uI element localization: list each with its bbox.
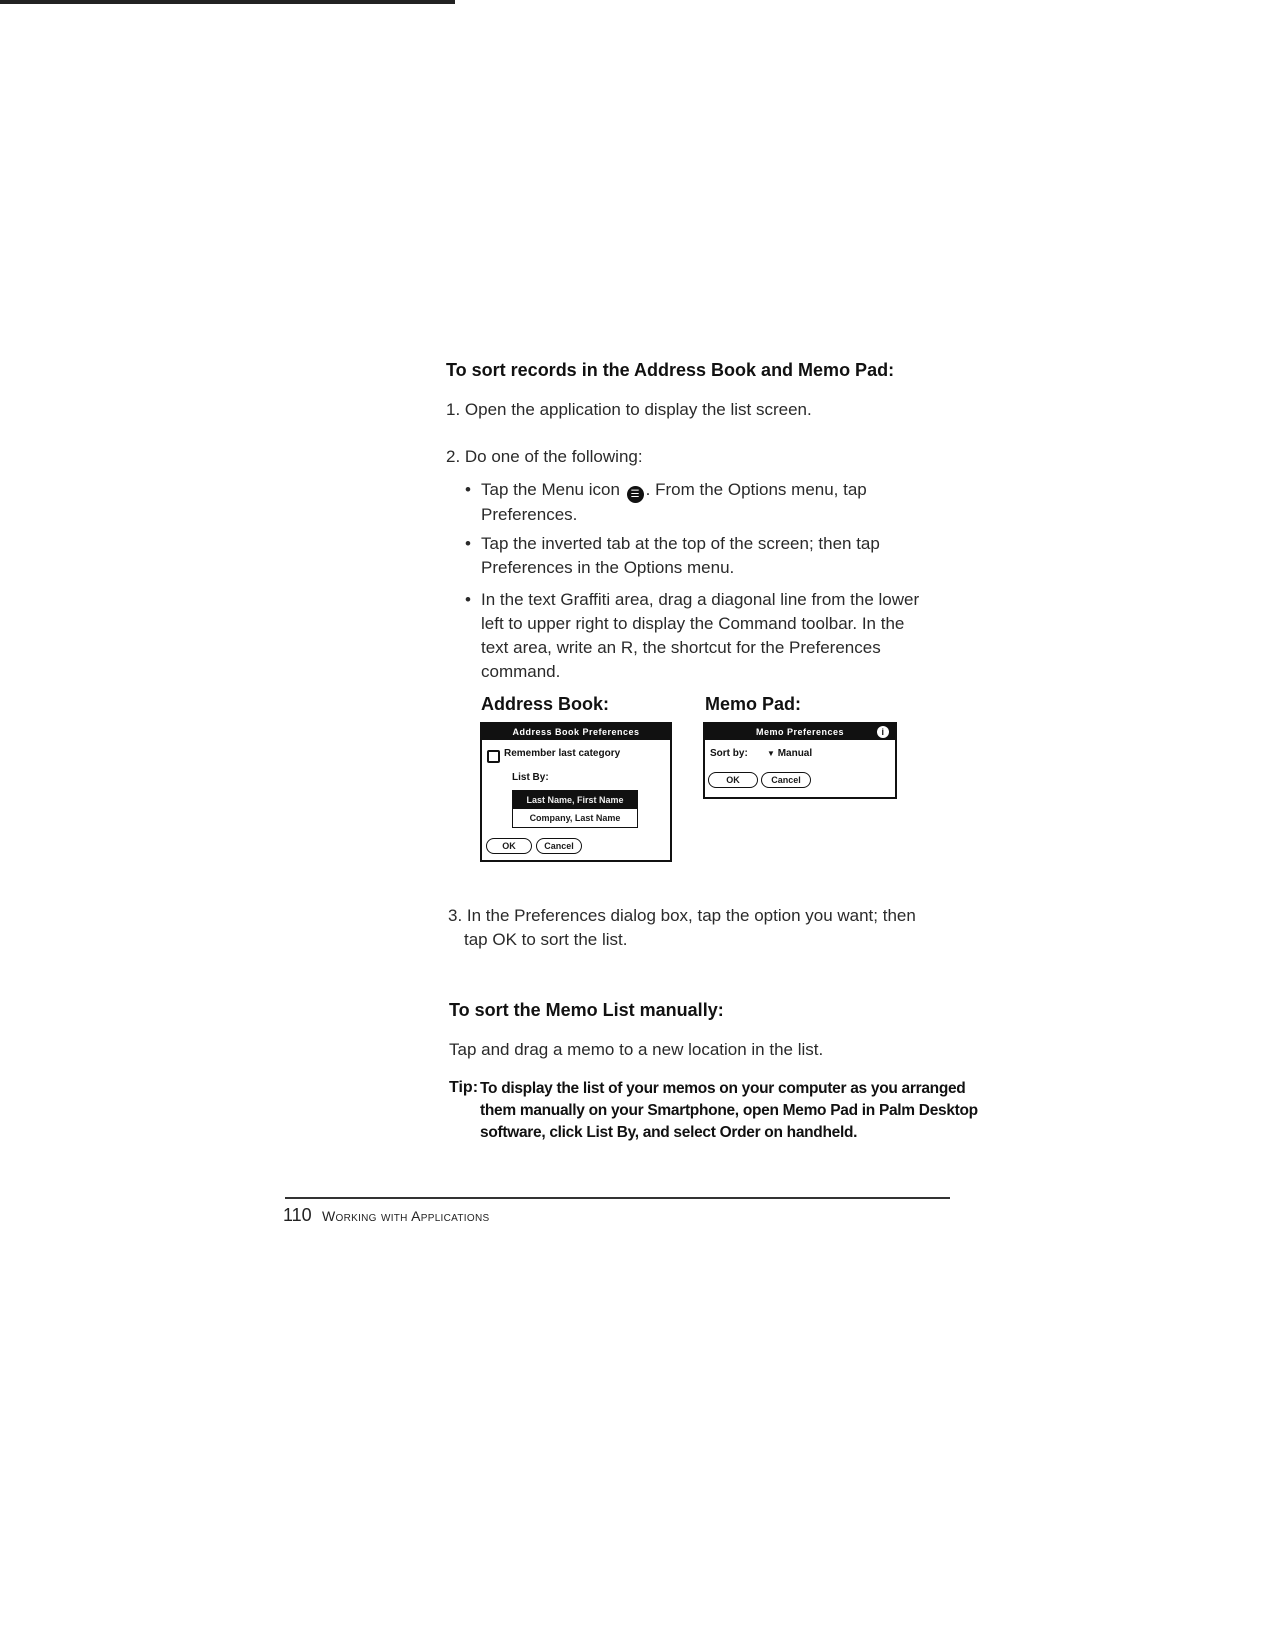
bullet-3-line-2: left to upper right to display the Command toolbar. In the <box>481 614 905 633</box>
bullet-dot: • <box>465 480 471 499</box>
cancel-button[interactable]: Cancel <box>536 838 582 854</box>
bullet-2-line-1: Tap the inverted tab at the top of the screen; then tap <box>481 534 880 553</box>
page-number: 110 <box>283 1205 312 1225</box>
section-heading-sort-records: To sort records in the Address Book and Memo Pad: <box>446 360 895 380</box>
memo-preferences-dialog <box>703 722 897 799</box>
bullet-1-text-b: . From the Options menu, tap <box>645 480 867 499</box>
top-rule <box>0 0 455 4</box>
memo-dialog-title: Memo Preferences <box>755 727 845 737</box>
ok-button[interactable]: OK <box>486 838 532 854</box>
tip-text <box>480 1078 978 1144</box>
list-option-company-last[interactable]: Company, Last Name <box>529 813 621 823</box>
dialog-title <box>705 724 895 740</box>
ok-button[interactable]: OK <box>708 772 758 788</box>
bullet-1-text-c: Preferences. <box>481 505 578 524</box>
list-option-last-first[interactable]: Last Name, First Name <box>513 791 637 809</box>
bullet-menu-icon <box>465 478 867 527</box>
remember-category-checkbox[interactable] <box>487 750 500 763</box>
sort-by-trigger[interactable] <box>767 748 812 759</box>
tip-line-3: software, click List By, and select Order on handheld. <box>480 1124 858 1141</box>
bullet-dot: • <box>465 534 471 553</box>
dropdown-arrow-icon: ▼ <box>767 749 775 758</box>
footer-rule <box>285 1197 950 1199</box>
sort-by-value: Manual <box>777 748 813 759</box>
dialog-title: Address Book Preferences <box>482 724 670 740</box>
bullet-2-line-2: Preferences in the Options menu. <box>481 558 735 577</box>
menu-icon: ☰ <box>627 486 644 503</box>
tip-line-2: them manually on your Smartphone, open Memo Pad in Palm Desktop <box>480 1102 978 1119</box>
step-2: 2. Do one of the following: <box>446 447 643 466</box>
cancel-button[interactable]: Cancel <box>761 772 811 788</box>
step-1: 1. Open the application to display the list screen. <box>446 400 812 419</box>
address-book-preferences-dialog <box>480 722 672 862</box>
section-heading-sort-memo: To sort the Memo List manually: <box>449 1000 724 1020</box>
list-by-options <box>512 790 638 828</box>
step-3-line-2: tap OK to sort the list. <box>464 930 628 949</box>
memo-pad-label: Memo Pad: <box>705 694 802 714</box>
tip-label: Tip: <box>449 1079 479 1096</box>
footer-section-title: Working with Applications <box>322 1208 490 1224</box>
address-book-label: Address Book: <box>481 694 610 714</box>
bullet-3-line-1: In the text Graffiti area, drag a diagonal line from the lower <box>481 590 920 609</box>
bullet-3-line-4: command. <box>481 662 561 681</box>
tip-line-1: To display the list of your memos on your computer as you arranged <box>480 1080 966 1097</box>
list-by-label: List By: <box>512 772 549 783</box>
memo-sort-body: Tap and drag a memo to a new location in the list. <box>449 1040 824 1059</box>
bullet-graffiti <box>465 588 920 684</box>
bullet-3-line-3: text area, write an R, the shortcut for the Preferences <box>481 638 881 657</box>
sort-by-label: Sort by: <box>710 748 748 759</box>
bullet-dot: • <box>465 590 471 609</box>
bullet-1-text-a: Tap the Menu icon <box>481 480 620 499</box>
remember-category-label: Remember last category <box>504 748 621 759</box>
step-3 <box>448 904 916 952</box>
info-icon[interactable]: i <box>877 726 889 738</box>
step-3-line-1: 3. In the Preferences dialog box, tap the option you want; then <box>448 906 916 925</box>
bullet-inverted-tab <box>465 532 880 580</box>
